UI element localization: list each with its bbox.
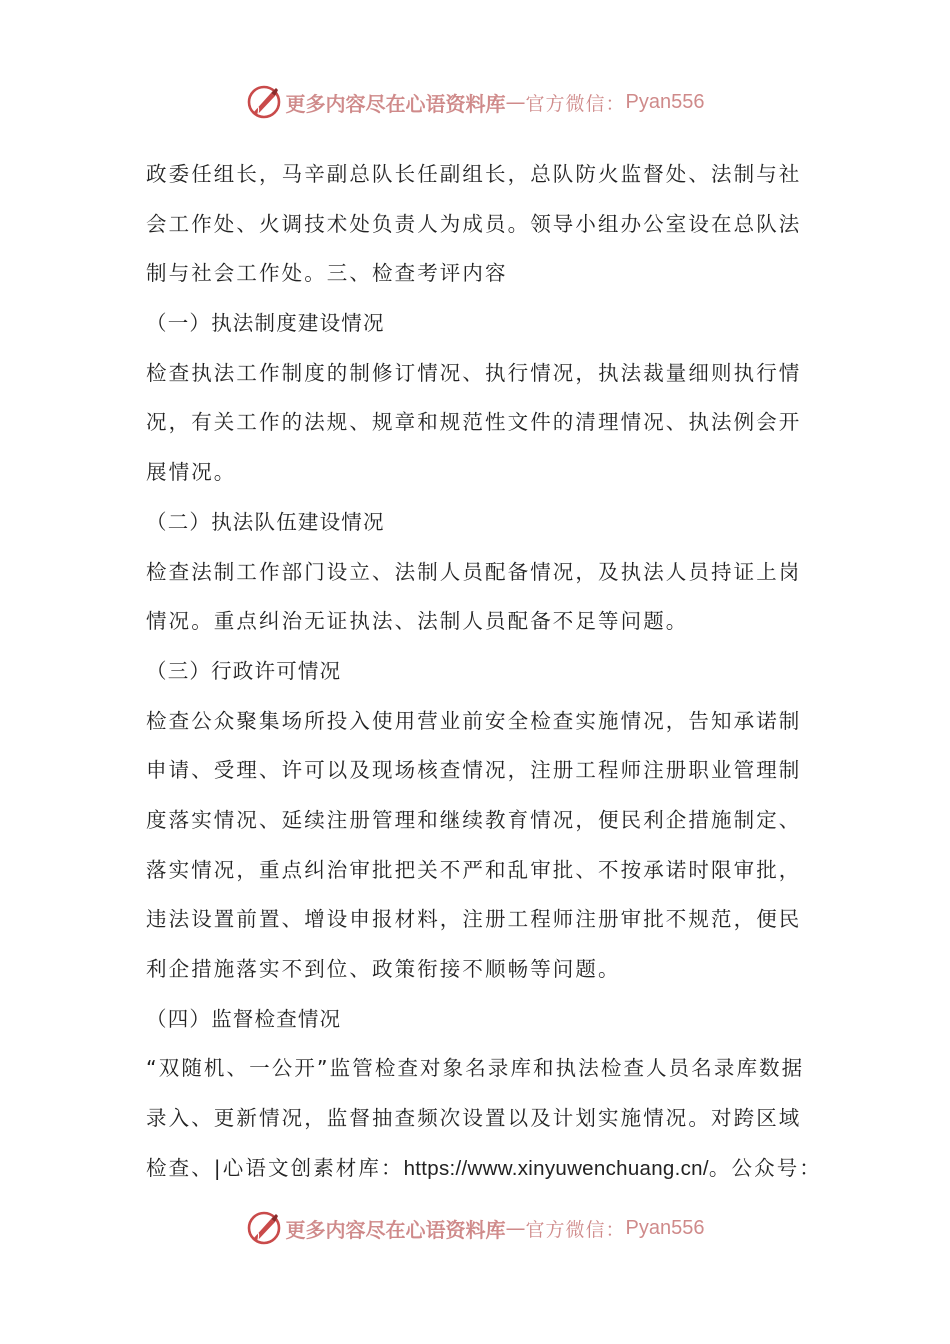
- body-line: 检查法制工作部门设立、法制人员配备情况，及执法人员持证上岗: [146, 559, 802, 584]
- body-line: 录入、更新情况，监督抽查频次设置以及计划实施情况。对跨区域: [146, 1106, 802, 1131]
- section-heading: （一）执法制度建设情况: [146, 311, 385, 336]
- banner-wechat-id: Pyan556: [625, 1216, 705, 1239]
- banner-wechat-label: 官方微信：: [525, 92, 626, 115]
- pen-logo-icon: [246, 84, 282, 120]
- body-line-last: [146, 1144, 822, 1194]
- header-banner: [0, 82, 950, 122]
- last-line-prefix: 检查、|心语文创素材库：: [146, 1155, 404, 1180]
- body-line: 况，有关工作的法规、规章和规范性文件的清理情况、执法例会开: [146, 410, 802, 435]
- banner-wechat-id: Pyan556: [625, 90, 705, 113]
- body-line: 检查执法工作制度的制修订情况、执行情况，执法裁量细则执行情: [146, 360, 802, 385]
- body-line: “双随机、一公开”监管检查对象名录库和执法检查人员名录库数据: [146, 1056, 805, 1081]
- document-body: [146, 150, 822, 1193]
- pen-logo-icon: [246, 1210, 282, 1246]
- body-line: 度落实情况、延续注册管理和继续教育情况，便民利企措施制定、: [146, 807, 802, 832]
- footer-banner: [0, 1208, 950, 1248]
- body-line: 检查公众聚集场所投入使用营业前安全检查实施情况，告知承诺制: [146, 708, 802, 733]
- body-line: 政委任组长，马辛副总队长任副组长，总队防火监督处、法制与社: [146, 162, 802, 186]
- body-line: 落实情况，重点纠治审批把关不严和乱审批、不按承诺时限审批，: [146, 857, 802, 882]
- body-line: 申请、受理、许可以及现场核查情况，注册工程师注册职业管理制: [146, 758, 802, 783]
- section-heading: （二）执法队伍建设情况: [146, 509, 385, 534]
- banner-wechat-label: 官方微信：: [525, 1218, 626, 1241]
- banner-dash: —: [505, 1216, 526, 1240]
- body-line: 展情况。: [146, 460, 237, 485]
- body-line: 制与社会工作处。三、检查考评内容: [146, 261, 508, 286]
- banner-dash: —: [505, 90, 526, 114]
- body-line: 违法设置前置、增设申报材料，注册工程师注册审批不规范，便民: [146, 907, 802, 932]
- banner-main-text: 更多内容尽在心语资料库: [285, 91, 506, 116]
- section-heading: （四）监督检查情况: [146, 1006, 342, 1031]
- last-line-suffix: 。公众号：: [708, 1155, 822, 1180]
- body-line: 会工作处、火调技术处负责人为成员。领导小组办公室设在总队法: [146, 211, 802, 236]
- section-heading: （三）行政许可情况: [146, 658, 342, 683]
- banner-main-text: 更多内容尽在心语资料库: [285, 1217, 506, 1242]
- body-line: 利企措施落实不到位、政策衔接不顺畅等问题。: [146, 957, 621, 981]
- website-link[interactable]: https://www.xinyuwenchuang.cn/: [403, 1156, 709, 1180]
- body-line: 情况。重点纠治无证执法、法制人员配备不足等问题。: [146, 609, 689, 634]
